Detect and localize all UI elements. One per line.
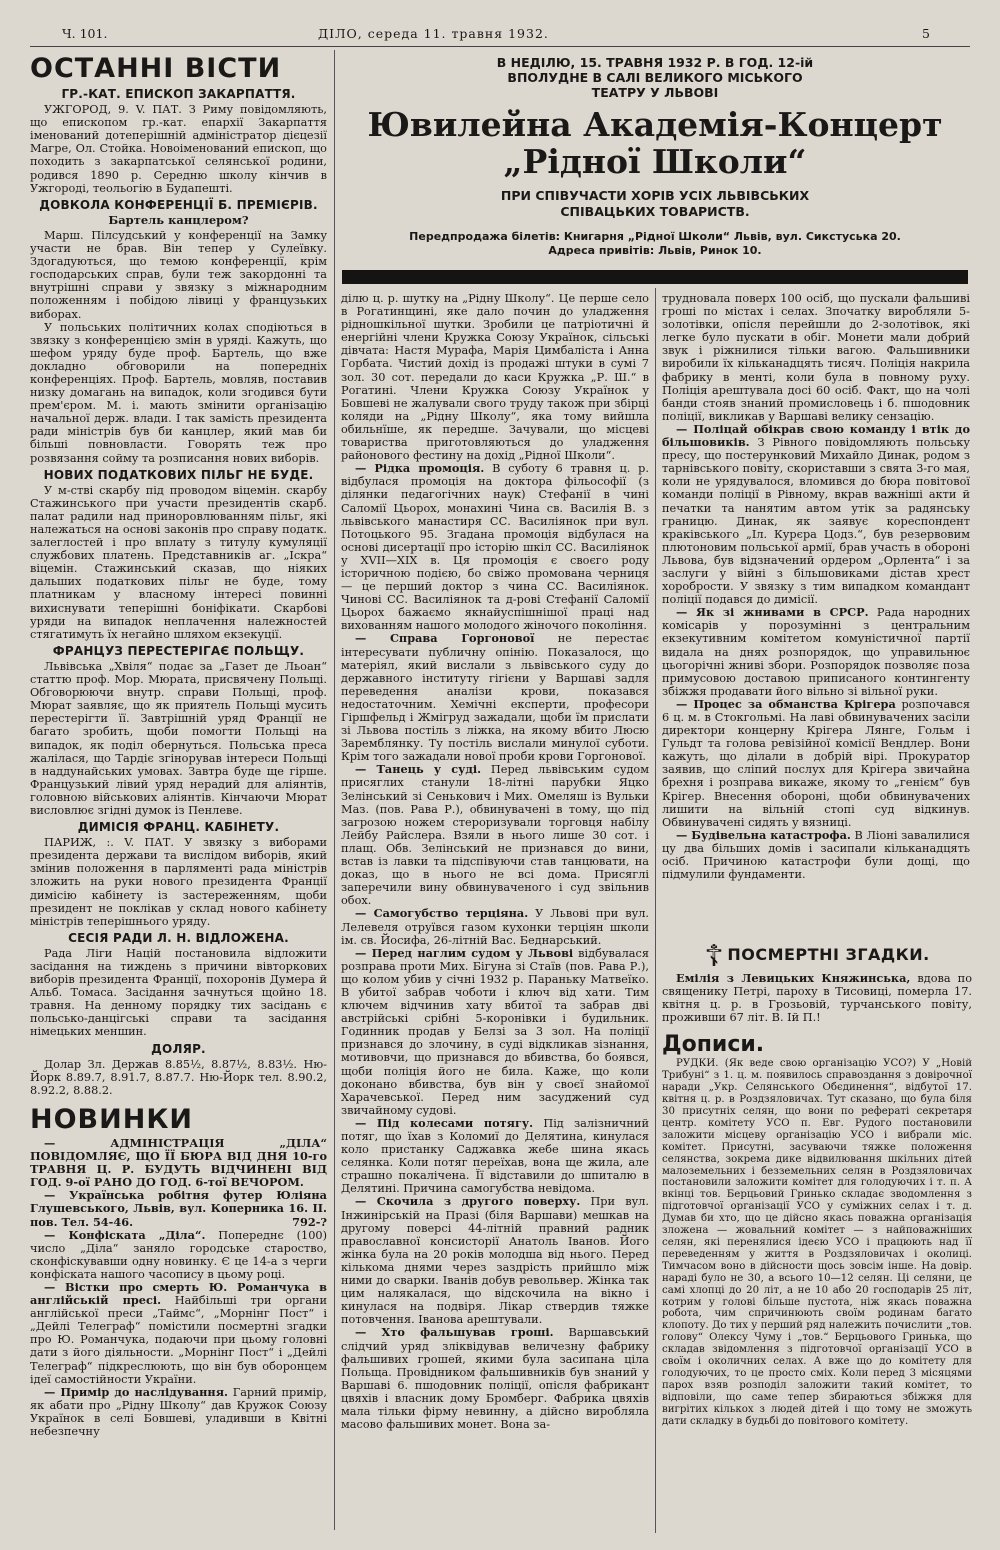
news-lead: — Конфіската „Діла“. (44, 1227, 206, 1242)
news-item (662, 606, 970, 698)
page-number: 5 (922, 26, 930, 41)
article-head: НОВИХ ПОДАТКОВИХ ПІЛЬГ НЕ БУДЕ. (43, 467, 314, 482)
ad-bottom-bar (342, 270, 968, 284)
news-item (662, 423, 970, 606)
news-item (30, 1229, 327, 1281)
news-body: відбувалася розправа проти Мих. Бігуна зі Стаїв (пов. Рава Р.), що колом убив у січні 1932 р. Параньку Матвеїко. В убитої забрав чоботи і ключ від хати. Тим ключем відчинив хату вбитої та забрав дві австрійські срібні 5-коронівки і будильник. Годинник продав у Белзі за 3 зол. На поліції признався до злочину, в суді відкликав зізнання, мотивовчи, що признався до вбивства, бо боявся, щоби поліція його не била. Каже, що коли доконано вбивства, був він у своєї знайомої Харачевської. Перед ним засуджений суд звичайному судові. (341, 946, 649, 1117)
article-head: ФРАНЦУЗ ПЕРЕСТЕРІГАЄ ПОЛЬЩУ. (52, 643, 305, 658)
news-lead: — Рідка промоція. (355, 461, 485, 476)
ad-theatre-line: ТЕАТРУ У ЛЬВОВІ (591, 85, 719, 100)
news-furrier-ad (30, 1189, 327, 1228)
news-lead: — Примір до наслідування. (44, 1384, 228, 1399)
left-column (30, 54, 327, 1534)
running-header (0, 22, 1000, 46)
article-head: СЕСІЯ РАДИ Л. Н. ВІДЛОЖЕНА. (68, 930, 289, 945)
article-text: УЖГОРОД, 9. V. ПАТ. З Риму повідомляють, що епископом гр.-кат. епархії Закарпаття іменований дотеперішній адміністратор дієцезії Магре, Ол. Стойка. Новоіменований епископ, що походить з закарпатської селянської родини, родився 1890 р. Середню школу кінчив в Ужгороді, теольогію в Будапешті. (30, 103, 327, 195)
ad-title: Ювилейна Академія-Концерт (367, 105, 943, 144)
news-lead: — Вістки про смерть Ю. Романчука в англійській пресі. (30, 1279, 327, 1308)
news-admin-notice: — АДМІНІСТРАЦІЯ „ДІЛА“ ПОВІДОМЛЯЄ, ЩО ЇЇ БЮРА ВІД ДНЯ 10-го ТРАВНЯ Ц. Р. БУДУТЬ ВІДЧИНЕНІ ВІД ГОД. 9-ої РАНО ДО ГОД. 6-тої ВЕЧОРОМ. (30, 1135, 327, 1190)
ad-venue-line: ВПОЛУДНЕ В САЛІ ВЕЛИКОГО МІСЬКОГО (507, 70, 803, 85)
news-lead: — Справа Горгонової (355, 631, 535, 646)
ad-societies-line: СПІВАЦЬКИХ ТОВАРИСТВ. (560, 204, 750, 219)
news-body: При вул. Інжинірській на Празі (біля Варшави) мешкав на другому поверсі 44-літній правний радник православної консисторії Анатоль Іванов. Його жінка була на 20 років молодша від нього. Перед кількома днями через заздрість прийшло між ними до сварки. Іванів добув револьвер. Жінка так цим налякалася, що відскочила на вікно і кинулася на подвіря. Лікар ствердив тяжке потовчення. Іванова арештували. (341, 1195, 649, 1327)
issue-number: Ч. 101. (62, 26, 108, 41)
masthead-date: ДІЛО, середа 11. травня 1932. (318, 26, 549, 41)
right-column (662, 292, 970, 937)
continued-text: трудновала поверх 100 осіб, що пускали фальшиві гроші по містах і селах. Зпочатку виробляли 5-золотівки, опісля перейшли до 2-золотівок, які легке було пускати в обіг. Монети мали добрий звук і ріжнилися тільки вагою. Фальшивники виробили їх кільканадцять тисяч. Поліція накрила фабрику в менті, коли була в повному руху. Поліція арештувала досі 60 осіб. Факт, що на чолі банди стояв знаний промисловець і б. пшодовник поліції, викликав у Варшаві велику сензацію. (662, 292, 970, 423)
news-item (30, 1281, 327, 1386)
news-body: Варшавський слідчий уряд зліквідував величезну фабрику фальшивих грошей, якими була засипана ціла Польща. Провідником фальшивників був знаний у Варшаві 6. пшодовник поліції, опісля фабрикант цвяхів і власник дому Бромберг. Фабрика цвяхів мала тільки фірму невинну, а дійсно виробляла масово фальшивих монет. Вона за- (341, 1326, 649, 1432)
news-lead: — Процес за обманства Крігера (676, 696, 896, 711)
obituary-title: ПОСМЕРТНІ ЗГАДКИ. (727, 945, 930, 964)
news-body: Попереднє (100) число „Діла“ заняло городське староство, сконфіскувавши одну новинку. Є це 14-а з черги конфіската нашого часопису в цьому році. (30, 1228, 327, 1281)
article-head: ДИМІСІЯ ФРАНЦ. КАБІНЕТУ. (77, 820, 280, 835)
section-title-ostanni: ОСТАННІ ВІСТИ (30, 54, 282, 84)
news-body: Перед львівським судом присяглих станули 18-літні парубки Яцко Зелінський зі Сенькович і Мих. Омеляш із Вульки Маз. (пов. Рава Р.), обвинувачені в тому, що під загрозою ножем стероризували торговця набілу Лейбу Райслера. Взяли в нього лише 30 сот. і плащ. Обв. Зелінський не признався до вини, встав із лавки та підспівуючи став танцювати, на доказ, що в нього не всі дома. Присяглі заперечили вину обвинуваченого і суд звільнив обох. (341, 763, 649, 908)
article-subhead: Бартель канцлером? (108, 212, 249, 227)
news-lead: — Танець у суді. (355, 762, 482, 777)
article-head: ДОЛЯР. (151, 1041, 206, 1056)
article-head: ДОВКОЛА КОНФЕРЕНЦІЇ Б. ПРЕМІЄРІВ. (39, 197, 318, 212)
dopysy-text: РУДКИ. (Як веде свою організацію УСО?) У „Новій Трибуні“ з 1. ц. м. появилось справоздання з довірочної наради „Укр. Селянського Обєдинення“, відбутої 17. квітня ц. р. в Роздзяловичах. Тут сказано, що була біля 30 присутніх селян, що вони по рефераті секретаря центр. комітету УСО п. Евг. Рудого постановили заложити місцеву організацію УСО і вибрали міс. комітет. Присутні, засуваючи тяжке положення селянства, зокрема дике відвилювання шкільних дітей малоземельних і безземельних селян в Роздзяловичах постановили заложити комітет для голодуючих і т. п. А вкінці тов. Берцьовий Гринько складає зводомлення з підготовчої організації УСО у суміжних селах і т. д. Думав би хто, що це дійсно якась поважна організація зложена — жовальний комітет — з найповажніших селян, які перенялися ідеєю УСО і працюють над її переведенням у життя в Роздзяловичах і околиці. Тимчасом воно в дійсности щось зовсім інше. На довір. нараді було не 30, а всього 10—12 селян. Ці селяни, це самі хлопці до 20 літ, а не 10 або 20 господарів 25 літ, котрим у голові більше пустота, ніж якась поважна робота, чим спричинюють своїм родинам багато клопоту. До тих у перший ряд належить почислити „тов. голову“ Олексу Чуму і „тов.“ Берцьового Гринька, що складав звідомлення з підготовчої організації УСО в своїм і околичних селах. А вже що до комітету для голодуючих, то це просто сміх. Коли перед 3 місяцями парох взяв розподіл заложити такий комітет, то відповіли, що саме тепер збираються збіжжя для вигрітих кількох з людей дітей і що тому не зможуть дати складку в будьбі до повітового комітету. (662, 1058, 972, 1427)
news-lead: — Хто фальшував гроші. (355, 1325, 554, 1340)
continued-text: ділю ц. р. шутку на „Рідну Школу“. Це перше село в Рогатинщині, яке дало почин до уладження рідношкільної шутки. Зробили це патріотичні й енергійні члени Кружка Союзу Українок, сільські дівчата: Настя Мурафа, Марія Цимбаліста і Анна Горбата. Чистий дохід із продажі штуки в сумі 7 зол. 30 сот. передали до каси Кружка „Р. Ш.“ в Рогатині. Члени Кружка Союзу Українок у Бовшеві не жалували свого труду також при збірці коляди на „Рідну Школу“, яка тому вийшла обильнїше, як передше. Зачували, що місцеві товариства приготовляються до уладження районового фестину на дохід „Рідної Школи“. (341, 292, 649, 463)
news-item (341, 462, 649, 632)
header-rule (30, 46, 970, 47)
news-lead: — Поліцай обікрав свою команду і втік до більшовиків. (662, 421, 970, 450)
news-lead: — Будівельна катастрофа. (676, 827, 851, 842)
obituary-name: Емілія з Левицьких Княжинська, (676, 971, 911, 985)
ad-choirs-line: ПРИ СПІВУЧАСТИ ХОРІВ УСІХ ЛЬВІВСЬКИХ (500, 188, 810, 203)
news-lead: — Як зі жнивами в СРСР. (676, 605, 869, 620)
news-lead: — Скочила з другого поверху. (355, 1194, 581, 1209)
article-text: Рада Ліги Націй постановила відложити засідання на тиждень з причини вівторкових виборів президента Франції, похоронів Думера й Альб. Томаса. Засідання зачнуться щойно 18. травня. На денному порядку тих засідань є польсько-данцігські справи та засідання німецьких меншин. (30, 946, 327, 1039)
column-rule-right (655, 288, 656, 1533)
article-head: ГР.-КАТ. ЕПИСКОП ЗАКАРПАТТЯ. (61, 87, 296, 101)
orthodox-cross-icon: ☦ (704, 940, 724, 974)
news-body: не перестає інтересувати публичну опінію. Показалося, що матеріял, який вислали з львівського суду до державного інституту гігієни у Варшаві задля переведення аналізи крови, показався недостаточним. Хемічні експерти, професори Гіршфельд і Жмігруд зажадали, щоби їм прислати зі Львова постіль з ліжка, на якому вбито Люсю Заремблянку. Ту постіль вислали минулої суботи. Крім того зажадали нової проби крови Горгонової. (341, 632, 649, 764)
news-item (662, 829, 970, 881)
news-item (341, 632, 649, 763)
section-title-novynky: НОВИНКИ (30, 1103, 193, 1135)
article-text: ПАРИЖ, :. V. ПАТ. У звязку з виборами президента держави та вислідом виборів, який змінив положення в парляменті рада міністрів зложить на руки нового президента Франції димісію кабінету із застереженням, щоби президент не поклікав у склад нового кабінету міністрів теперішнього уряду. (30, 836, 327, 928)
news-item (341, 1195, 649, 1326)
article-text: У польських політичних колах сподіються в звязку з конференцією змін в уряді. Кажуть, що шефом уряду буде проф. Бартель, що вже докладно обговорили на попередніх конференціях. Проф. Бартель, мовляв, поставив низку домагань на випадок, коли згодився бути прем'єром. М. і. мають змінити організацію начальної держ. влади. І так замість президента ради міністрів був би канцлер, який мав би більші повновласти. Говорять теж про розвязання сойму та розписання нових виборів. (30, 320, 327, 465)
news-item (341, 947, 649, 1117)
news-body: У Львові при вул. Лелевеля отруївся газом кухонки терціян школи ім. св. Йосифа, 26-літній Вас. Беднарський. (341, 907, 649, 947)
news-body: В Ліоні завалилися цу два більших домів і засипали кільканадцять осіб. Причиною катастрофи були дощі, що підмулили фундаменти. (662, 828, 970, 882)
news-body: Гарний примір, як абати про „Рідну Школу“ дав Кружок Союзу Українок в селі Бовшеві, уладивши в Квітні небезпечну (30, 1385, 327, 1438)
news-item (341, 1326, 649, 1431)
obituary-body: вдова по священику Петрі, пароху в Тисовиці, померла 17. квітня ц. р. в Грозьовій, турчанського повіту, проживши 67 літ. В. Ій П.! (662, 972, 972, 1025)
news-item (341, 1117, 649, 1196)
ad-title-school: „Рідної Школи“ (503, 142, 807, 181)
concert-advertisement (340, 55, 970, 270)
news-body: З Рівного повідомляють польську пресу, що постерунковий Михайло Динак, родом з тарнівського повіту, скориставши з свята 3-го мая, коли не урядувалося, вломився до бюра повітової команди поліції в Рівному, вкрав важніші акти й печатки та нанятим автом утік за радянську границю. Динак, як заявує кореспондент краківського „Іл. Курєра Цодз.“, був резервовим плютоновим польської армії, брав участь в обороні Львова, був відзначений ордером „Орлента“ і за заслуги у війні з більшовиками дістав хрест хоробрости. У звязку з тим випадком командант поліції подався до димісії. (662, 436, 970, 607)
news-lead: — Під колесами потягу. (355, 1115, 534, 1130)
ad-tickets-line: Передпродажа білетів: Книгарня „Рідної Школи“ Львів, вул. Сикстуська 20. (409, 230, 901, 243)
news-body: Рада народних комісарів у порозумінні з центральним екзекутивним комітетом комуністичної партії видала на днях розпорядок, що управильнює цьогорічні жниві збори. Розпорядок позволяє поза примусовою доставою приписаного контингенту збіжжя продавати його вільно зі вільної руки. (662, 606, 970, 698)
ad-address-line: Адреса привітів: Львів, Ринок 10. (548, 244, 762, 257)
news-item (30, 1386, 327, 1438)
article-text: Марш. Пілсудський у конференції на Замку участи не брав. Він тепер у Сулеївку. Здогадуються, що темою конференції, крім господарських справ, були теж закордонні та внутрішні справи у звязку з міжнародним положенням і побідою лівиці у французьких виборах. (30, 228, 327, 321)
news-body: розпочався 6 ц. м. в Стокгольмі. На лаві обвинувачених засіли директори концерну Крігера Лянге, Гольм і Гульдт та голова ревізійної комісії Вендлер. Вони кажуть, що ділали в добрій вірі. Прокуратор заявив, що сліпий послух для Крігера звичайна брехня і розправа викаже, якому то „генієм“ був Крігер. Внесення обороні, щоби обвинувачених лишити на вільній стопі суд відкинув. Обвинувачені сидять у вязниці. (662, 697, 970, 829)
obituary-block (662, 940, 972, 1535)
column-rule-left (334, 50, 335, 1530)
obituary-text (662, 972, 972, 1024)
news-item (662, 698, 970, 829)
dopysy-title: Дописи. (662, 1032, 765, 1058)
furrier-text: — Українська робітня футер Юліяна Глушевського, Львів, вул. Коперника 16. II. пов. Тел. 54-46. (30, 1188, 327, 1229)
news-lead: — Перед наглим судом у Львові (355, 945, 574, 960)
obituary-header (662, 940, 972, 972)
news-item (341, 763, 649, 907)
news-body: Під залізничний потяг, що їхав з Коломиї до Делятина, кинулася коло пристанку Саджавка жебе шина якась селянка. Коли потяг переїхав, вона ще жила, але страшно покалічена. Її відставили до шпиталю в Делятині. Причина самогубства невідома. (341, 1116, 649, 1196)
furrier-code: 792-? (292, 1214, 327, 1229)
news-item (341, 907, 649, 946)
article-text: Долар Зл. Держав 8.85½, 8.87½, 8.83½. Ню-Йорк 8.89.7, 8.91.7, 8.87.7. Ню-Йорк тел. 8.90.2, 8.92.2, 8.88.2. (30, 1057, 327, 1097)
news-lead: — Самогубство терціяна. (355, 906, 529, 921)
news-body: Найбільші три органи англійської преси „Таймс“, „Морнінг Пост“ і „Дейлі Телеграф“ помістили посмертні згадки про Ю. Романчука, подаючи при цьому головні дати з його діяльности. „Морнінг Пост“ і „Дейлі Телеграф“ підкреслюють, що він був оборонцем ідеї самостійности України. (30, 1294, 327, 1386)
article-text: У м-стві скарбу під проводом віцемін. скарбу Стажинського при участи президентів скарб. палат радили над приноровлюванням пільг, які належаться на основі законів про справу податк. залеглостей і про вплату з титулу кумуляції службових платень. Представників аг. „Іскра“ віцемін. Стажинський сказав, що ніяких дальших податкових пільг не буде, тому платникам у власному інтересі повинні вихиснувати теперішні боніфікати. Скарбові уряди на випадок неплачення належностей стягатимуть їх негайно шляхом екзекуції. (30, 483, 327, 641)
article-text: Львівська „Хвіля“ подає за „Газет де Льоан“ статтю проф. Мор. Мюрата, присвячену Польщі. Обговорюючи внутр. справи Польщі, проф. Мюрат заявляє, що як приятель Польщі мусить перестерігти її. Завтрішній уряд Франції не багато зробить, щоби помогти Польщі на випадок, як поділ обернуться. Польська преса жалілася, що Тардіє згінорував інтереси Польщі в наддунайських умовах. Завтра буде ще гірше. Французький лівий уряд нерадий для аліянтів, головною військових аліянтів. Кінчаючи Мюрат висловлює згідні думок із Пенлеве. (30, 659, 327, 817)
ad-date-line: В НЕДІЛЮ, 15. ТРАВНЯ 1932 Р. В ГОД. 12-ій (496, 55, 814, 70)
middle-column (341, 292, 649, 1530)
news-body: В суботу 6 травня ц. р. відбулася промоція на доктора фільософії (з ділянки педагогічних наук) Стефанії в чині Саломії Цьорох, монахині Чина св. Василія В. з львівського манастиря СС. Василіянок при вул. Потоцького 95. Згадана промоція відбулася на основі дисертації про історію шкіл СС. Василіянок у XVII—XIX в. Ця промоція є своєго роду історичною подією, бо свіжо промована черниця — це перший доктор з чина СС. Василіянок. Чинові СС. Василіянок та д-рові Стефанії Саломії Цьорох бажаємо якнайуспішнішої праці над вихованням нашого молодого жіночого покоління. (341, 462, 649, 633)
